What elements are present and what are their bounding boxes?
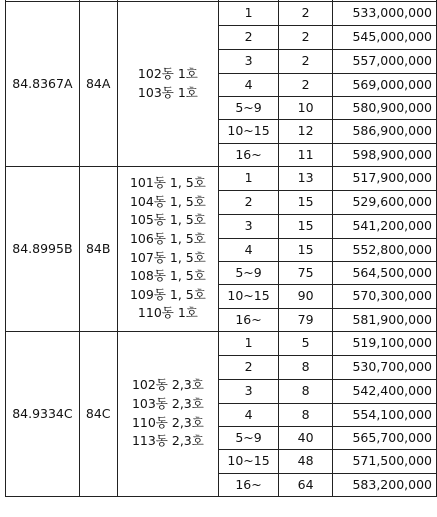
price-cell: 519,100,000: [333, 331, 437, 355]
count-cell: 90: [278, 284, 332, 308]
floor-cell: 1: [219, 331, 279, 355]
count-cell: 12: [278, 119, 332, 143]
unit-line: 113동 2,3호: [131, 433, 204, 449]
unit-line: 108동 1, 5호: [129, 268, 206, 284]
price-cell: 570,300,000: [333, 284, 437, 308]
count-cell: 10: [278, 96, 332, 119]
unit-line: 106동 1, 5호: [129, 230, 206, 246]
price-table-body: [6, 0, 437, 496]
floor-cell: 5~9: [219, 261, 279, 284]
count-cell: 64: [278, 473, 332, 496]
count-cell: 8: [278, 379, 332, 403]
units-cell: [117, 166, 219, 331]
price-cell: 530,700,000: [333, 355, 437, 379]
floor-cell: 16~: [219, 473, 279, 496]
type-cell: 84C: [79, 331, 117, 496]
count-cell: 2: [278, 73, 332, 96]
price-cell: 583,200,000: [333, 473, 437, 496]
price-cell: 554,100,000: [333, 403, 437, 426]
price-cell: 542,400,000: [333, 379, 437, 403]
floor-cell: 4: [219, 403, 279, 426]
floor-cell: 2: [219, 190, 279, 214]
count-cell: 40: [278, 426, 332, 449]
unit-line: 110동 1호: [137, 305, 198, 321]
unit-line: 102동 1호: [137, 65, 198, 81]
table-row: [6, 166, 437, 190]
unit-line: 110동 2,3호: [131, 414, 204, 430]
area-cell: 84.8995B: [6, 166, 80, 331]
unit-line: 103동 1호: [137, 84, 198, 100]
unit-line: 102동 2,3호: [131, 377, 204, 393]
price-cell: 533,000,000: [333, 1, 437, 25]
floor-cell: 1: [219, 1, 279, 25]
count-cell: 11: [278, 143, 332, 166]
count-cell: 48: [278, 449, 332, 473]
floor-cell: 5~9: [219, 96, 279, 119]
floor-cell: 3: [219, 49, 279, 73]
price-cell: 598,900,000: [333, 143, 437, 166]
count-cell: 5: [278, 331, 332, 355]
price-cell: 545,000,000: [333, 25, 437, 49]
price-cell: 586,900,000: [333, 119, 437, 143]
price-cell: 581,900,000: [333, 308, 437, 331]
price-table: [5, 0, 437, 497]
floor-cell: 1: [219, 166, 279, 190]
price-cell: 517,900,000: [333, 166, 437, 190]
unit-line: 101동 1, 5호: [129, 175, 206, 191]
price-cell: 569,000,000: [333, 73, 437, 96]
unit-line: 104동 1, 5호: [129, 193, 206, 209]
price-cell: 565,700,000: [333, 426, 437, 449]
count-cell: 8: [278, 403, 332, 426]
price-cell: 541,200,000: [333, 214, 437, 238]
count-cell: 79: [278, 308, 332, 331]
count-cell: 13: [278, 166, 332, 190]
floor-cell: 10~15: [219, 449, 279, 473]
price-cell: 557,000,000: [333, 49, 437, 73]
floor-cell: 10~15: [219, 284, 279, 308]
count-cell: 2: [278, 1, 332, 25]
unit-line: 105동 1, 5호: [129, 212, 206, 228]
type-cell: 84A: [79, 1, 117, 166]
count-cell: 15: [278, 190, 332, 214]
area-cell: 84.8367A: [6, 1, 80, 166]
count-cell: 15: [278, 214, 332, 238]
count-cell: 2: [278, 25, 332, 49]
price-cell: 552,800,000: [333, 238, 437, 261]
units-cell: [117, 1, 219, 166]
price-cell: 571,500,000: [333, 449, 437, 473]
unit-line: 109동 1, 5호: [129, 286, 206, 302]
unit-line: 103동 2,3호: [131, 395, 204, 411]
floor-cell: 5~9: [219, 426, 279, 449]
floor-cell: 10~15: [219, 119, 279, 143]
floor-cell: 16~: [219, 143, 279, 166]
count-cell: 2: [278, 49, 332, 73]
unit-line: 107동 1, 5호: [129, 249, 206, 265]
count-cell: 15: [278, 238, 332, 261]
price-cell: 580,900,000: [333, 96, 437, 119]
price-cell: 564,500,000: [333, 261, 437, 284]
floor-cell: 2: [219, 355, 279, 379]
count-cell: 75: [278, 261, 332, 284]
units-cell: [117, 331, 219, 496]
floor-cell: 2: [219, 25, 279, 49]
count-cell: 8: [278, 355, 332, 379]
floor-cell: 4: [219, 238, 279, 261]
floor-cell: 16~: [219, 308, 279, 331]
area-cell: 84.9334C: [6, 331, 80, 496]
table-row: [6, 331, 437, 355]
table-row: [6, 1, 437, 25]
floor-cell: 4: [219, 73, 279, 96]
price-cell: 529,600,000: [333, 190, 437, 214]
type-cell: 84B: [79, 166, 117, 331]
floor-cell: 3: [219, 379, 279, 403]
floor-cell: 3: [219, 214, 279, 238]
